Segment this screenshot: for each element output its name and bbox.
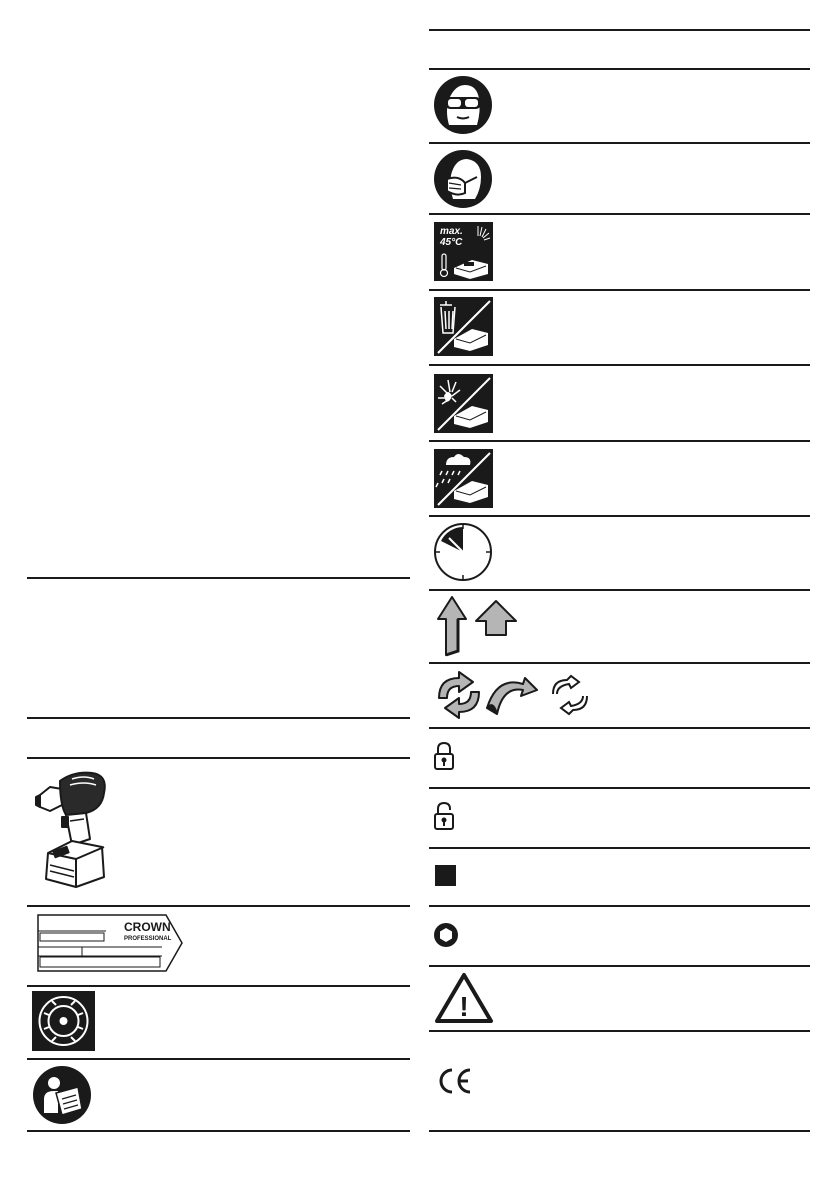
right-divider xyxy=(429,213,810,215)
right-divider xyxy=(429,1130,810,1132)
right-divider xyxy=(429,589,810,591)
padlock-open-icon xyxy=(433,801,455,831)
left-divider xyxy=(27,757,410,759)
ce-mark-icon xyxy=(434,1066,474,1096)
battery-temperature-icon xyxy=(434,222,493,281)
left-divider xyxy=(27,577,410,579)
up-arrows-icon xyxy=(434,595,522,657)
rating-plate-subbrand: PROFESSIONAL xyxy=(124,936,172,942)
left-divider xyxy=(27,1130,410,1132)
right-divider xyxy=(429,440,810,442)
right-divider xyxy=(429,662,810,664)
left-divider xyxy=(27,905,410,907)
right-divider xyxy=(429,965,810,967)
right-divider xyxy=(429,29,810,31)
square-drive-icon xyxy=(435,865,456,886)
battery-no-rain-icon xyxy=(434,449,493,508)
right-divider xyxy=(429,787,810,789)
temperature-label-value: 45°C xyxy=(440,237,463,248)
hex-drive-icon xyxy=(433,922,459,948)
rating-plate-icon xyxy=(36,913,186,973)
warning-exclamation: ! xyxy=(459,991,469,1022)
right-divider xyxy=(429,727,810,729)
safety-goggles-icon xyxy=(433,75,493,135)
warning-triangle-icon xyxy=(434,972,494,1024)
left-divider xyxy=(27,1058,410,1060)
left-divider xyxy=(27,717,410,719)
right-divider xyxy=(429,68,810,70)
right-divider xyxy=(429,1030,810,1032)
temperature-label-max: max. xyxy=(440,226,463,237)
padlock-closed-icon xyxy=(433,741,455,771)
rating-plate-brand: CROWN xyxy=(124,920,171,934)
rotation-arrows-icon xyxy=(433,670,593,720)
right-divider xyxy=(429,847,810,849)
clock-icon xyxy=(433,522,493,582)
right-divider xyxy=(429,905,810,907)
right-divider xyxy=(429,364,810,366)
battery-no-fire-icon xyxy=(434,374,493,433)
read-manual-icon xyxy=(32,1065,92,1125)
battery-no-bin-icon xyxy=(434,297,493,356)
right-divider xyxy=(429,142,810,144)
dust-mask-icon xyxy=(433,149,493,209)
cordless-impact-wrench-icon xyxy=(32,765,132,893)
right-divider xyxy=(429,289,810,291)
right-divider xyxy=(429,515,810,517)
recycling-disc-icon xyxy=(32,991,95,1051)
left-divider xyxy=(27,985,410,987)
